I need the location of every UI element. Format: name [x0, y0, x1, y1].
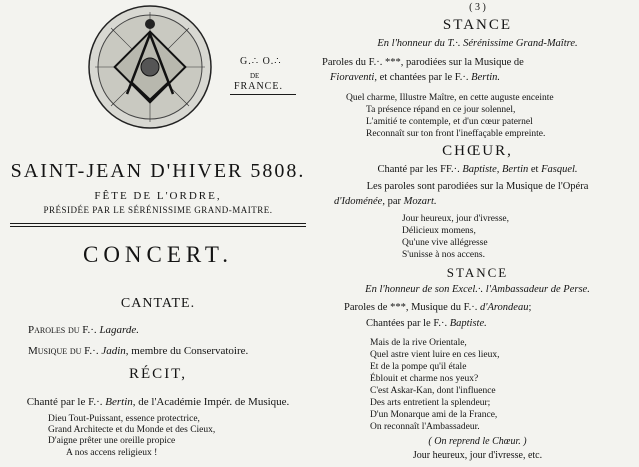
choeur-singers: Chanté par les FF.·. Baptiste, Bertin et Fasquel.: [377, 164, 578, 175]
left-page: [0, 0, 316, 467]
verse-line: Qu'une vive allégresse: [402, 238, 488, 248]
verse-line: On reconnaît l'Ambassadeur.: [370, 422, 480, 432]
stance-dedication: En l'honneur de son Excel.·. l'Ambassadeur de Perse.: [365, 284, 590, 295]
verse-line: Et de la pompe qu'il étale: [370, 362, 467, 372]
paroles-line: Paroles de ***, Musique du F.·. d'Arondeau;: [344, 302, 532, 313]
obedience-go: G.∴ O.∴: [240, 56, 282, 67]
presidee-heading: PRÉSIDÉE PAR LE SÉRÉNISSIME GRAND-MAITRE.: [43, 205, 273, 215]
verse-line: Ta présence répand en ce jour solennel,: [366, 105, 516, 115]
verse-line: S'unisse à nos accens.: [402, 250, 485, 260]
stance-dedication: En l'honneur du T.·. Sérénissime Grand-Maître.: [377, 38, 578, 49]
choeur-heading: CHŒUR,: [442, 143, 513, 159]
parodie-line: d'Idoménée, par Mozart.: [334, 196, 437, 207]
verse-line: D'un Monarque ami de la France,: [370, 410, 498, 420]
verse-line: Des arts entretient la splendeur;: [370, 398, 491, 408]
verse-line: Éblouit et charme nos yeux?: [370, 374, 479, 384]
concert-heading: CONCERT.: [82, 242, 233, 267]
stance-heading: STANCE: [442, 17, 513, 33]
right-page: [316, 0, 639, 467]
fete-heading: FÊTE DE L'ORDRE,: [94, 190, 222, 202]
masonic-seal-icon: [87, 4, 213, 130]
paroles-line: Paroles du F.·. ***, parodiées sur la Musique de: [322, 57, 524, 68]
verse-line: Quel astre vient luire en ces lieux,: [370, 350, 500, 360]
paroles-line: Fioraventi, et chantées par le F.·. Bertin.: [330, 72, 501, 83]
final-line: Jour heureux, jour d'ivresse, etc.: [412, 450, 543, 461]
verse-line: D'aigne prêter une oreille propice: [48, 436, 176, 446]
obedience-block: [230, 52, 296, 96]
paroles-line: Paroles du F.·. Lagarde.: [28, 324, 140, 336]
cantate-heading: CANTATE.: [120, 296, 196, 311]
musique-line: Musique du F.·. Jadin, membre du Conservatoire.: [28, 345, 249, 357]
verse-line: Reconnaît sur ton front l'ineffaçable empreinte.: [366, 129, 546, 139]
verse-line: Délicieux momens,: [402, 226, 476, 236]
verse-line: C'est Askar-Kan, dont l'influence: [370, 386, 496, 396]
paroles-line: Chantées par le F.·. Baptiste.: [366, 318, 487, 329]
verse-line: Dieu Tout-Puissant, essence protectrice,: [48, 414, 200, 424]
verse-line: Quel charme, Illustre Maître, en cette auguste enceinte: [346, 93, 554, 103]
page-title: SAINT-JEAN D'HIVER 5808.: [10, 160, 306, 182]
verse-line: Jour heureux, jour d'ivresse,: [402, 214, 509, 224]
verse-line: Mais de la rive Orientale,: [370, 338, 467, 348]
parodie-line: Les paroles sont parodiées sur la Musique de l'Opéra: [366, 181, 589, 192]
verse-line: L'amitié te contemple, et d'un cœur paternel: [366, 117, 533, 127]
obedience-de: DE: [250, 72, 260, 80]
verse-line: A nos accens religieux !: [66, 448, 158, 458]
obedience-france: FRANCE.: [234, 81, 283, 92]
recit-heading: RÉCIT,: [129, 366, 187, 382]
verse-line: Grand Architecte et du Monde et des Cieux,: [48, 425, 216, 435]
reprend-note: ( On reprend le Chœur. ): [428, 436, 527, 447]
recit-singer: Chanté par le F.·. Bertin, de l'Académie Impér. de Musique.: [26, 396, 290, 408]
stance-heading: STANCE: [446, 265, 509, 280]
page-number: ( 3 ): [469, 2, 486, 13]
